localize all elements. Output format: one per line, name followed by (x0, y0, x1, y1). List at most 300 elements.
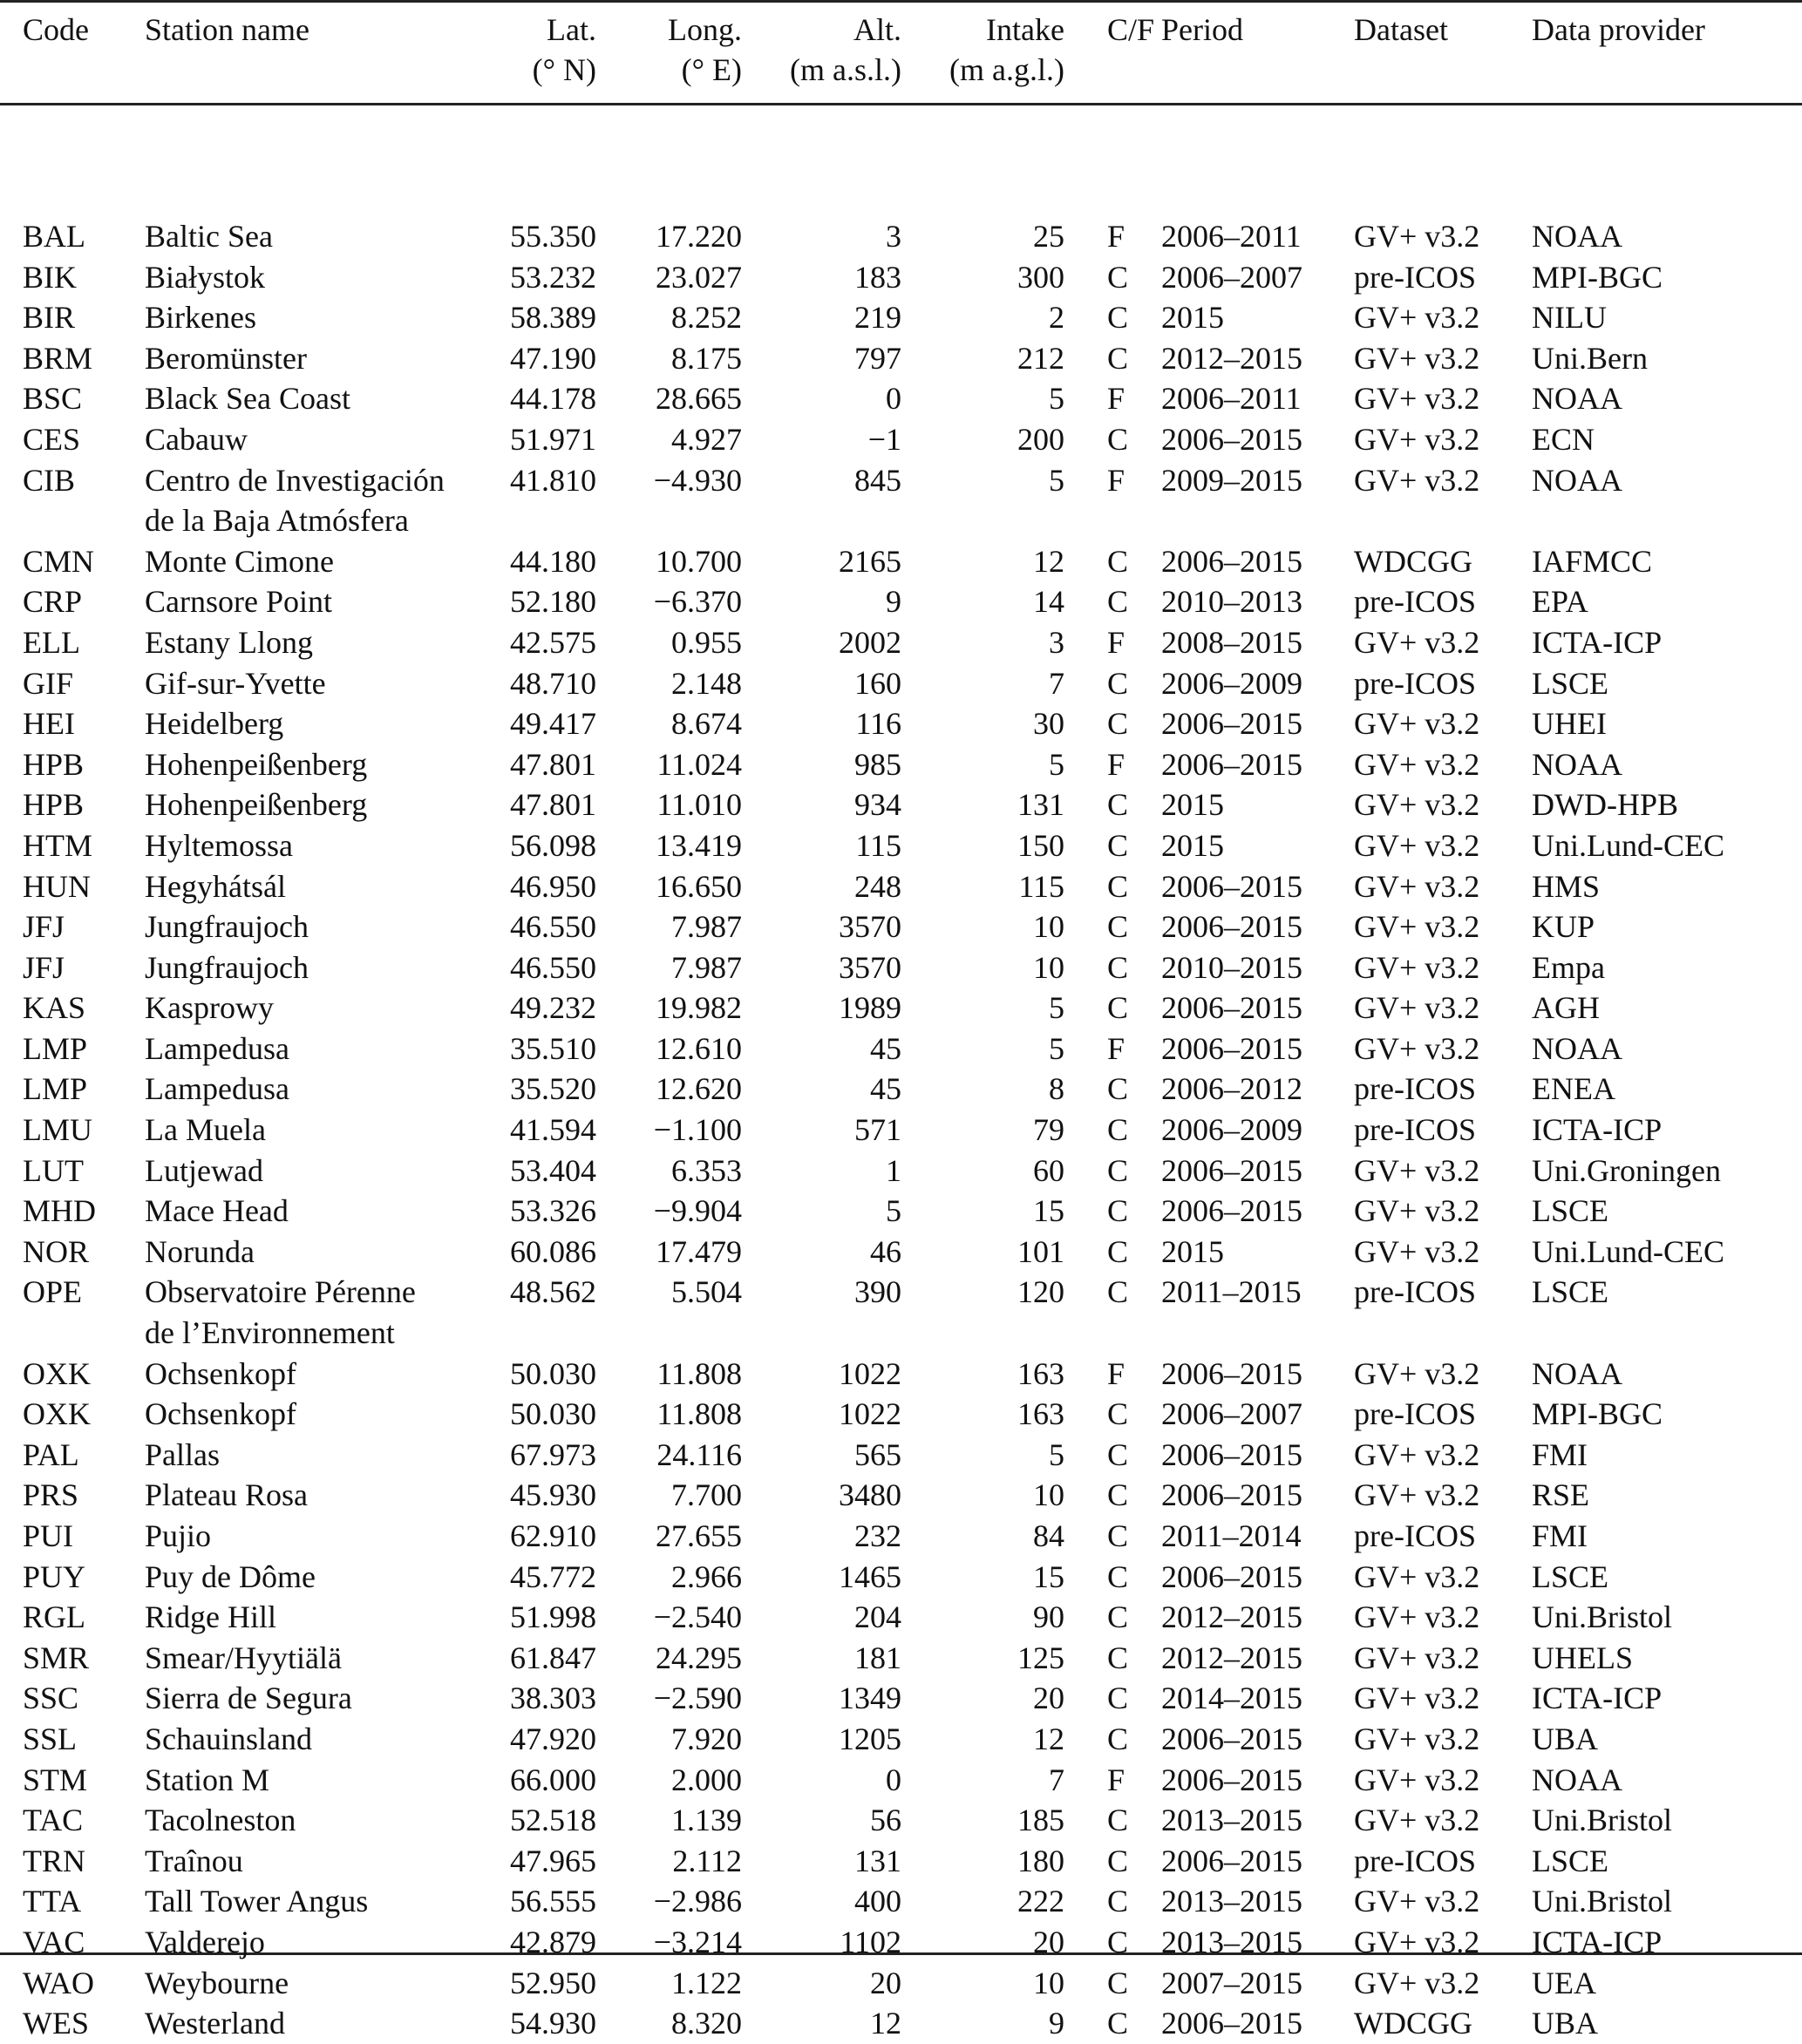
cell-lat: 47.801 (510, 746, 596, 782)
cell-cf: F (1107, 1355, 1125, 1391)
cell-long: 19.982 (656, 990, 742, 1026)
cell-code: LMP (23, 1071, 88, 1107)
table-row (0, 1719, 1802, 1760)
cell-station-name (145, 2003, 452, 2044)
cell-data-provider: FMI (1532, 1518, 1588, 1553)
table-row (0, 663, 1802, 704)
cell-alt: 45 (870, 1030, 901, 1066)
cell-cf: C (1107, 1071, 1129, 1107)
cell-long: 2.112 (672, 1843, 742, 1878)
cell-code: WAO (23, 1965, 94, 2000)
station-name-line1: Ochsenkopf (145, 1396, 296, 1432)
cell-data-provider: LSCE (1532, 1558, 1609, 1594)
cell-data-provider: UBA (1532, 1721, 1599, 1756)
cell-period: 2009–2015 (1161, 462, 1302, 498)
cell-cf: F (1107, 746, 1125, 782)
cell-lat: 46.550 (510, 949, 596, 985)
cell-long: 7.920 (671, 1721, 742, 1756)
cell-period: 2006–2015 (1161, 1721, 1302, 1756)
cell-dataset: GV+ v3.2 (1354, 787, 1480, 823)
cell-lat: 53.404 (510, 1152, 596, 1188)
station-name-line1: Jungfraujoch (145, 949, 309, 985)
cell-lat: 47.801 (510, 787, 596, 823)
cell-data-provider: UEA (1532, 1965, 1596, 2000)
cell-code: MHD (23, 1193, 97, 1229)
station-name-line1: Puy de Dôme (145, 1558, 316, 1594)
cell-code: HUN (23, 868, 91, 904)
cell-station-name (145, 1800, 452, 1841)
station-name-line2: de l’Environnement (145, 1315, 395, 1351)
cell-period: 2006–2015 (1161, 543, 1302, 579)
cell-code: PUI (23, 1518, 74, 1553)
cell-data-provider: ICTA-ICP (1532, 1681, 1663, 1716)
station-name-line1: Observatoire Pérenne (145, 1274, 416, 1310)
station-name-line1: Hyltemossa (145, 827, 293, 863)
cell-intake: 300 (1017, 259, 1064, 295)
cell-dataset: pre-ICOS (1354, 1071, 1476, 1107)
cell-station-name (145, 1719, 452, 1760)
cell-lat: 51.998 (510, 1599, 596, 1635)
cell-alt: 3 (886, 219, 901, 254)
cell-intake: 185 (1017, 1803, 1064, 1838)
cell-long: 8.252 (671, 300, 742, 336)
cell-alt: 232 (854, 1518, 901, 1553)
cell-alt: 46 (870, 1233, 901, 1269)
cell-cf: C (1107, 1599, 1129, 1635)
cell-alt: 1989 (839, 990, 901, 1026)
cell-station-name (145, 103, 452, 257)
cell-alt: 45 (870, 1071, 901, 1107)
table-row (0, 1475, 1802, 1516)
header-long: Long. (668, 12, 742, 47)
cell-data-provider: UHEI (1532, 706, 1607, 742)
cell-lat: 35.510 (510, 1030, 596, 1066)
cell-lat: 55.350 (510, 219, 596, 254)
cell-cf: F (1107, 462, 1125, 498)
cell-lat: 46.550 (510, 909, 596, 945)
cell-code: LMP (23, 1030, 88, 1066)
cell-dataset: GV+ v3.2 (1354, 1477, 1480, 1513)
cell-data-provider: AGH (1532, 990, 1600, 1026)
cell-period: 2012–2015 (1161, 1640, 1302, 1675)
table-row (0, 1638, 1802, 1679)
cell-intake: 222 (1017, 1884, 1064, 1919)
cell-lat: 48.562 (510, 1274, 596, 1310)
cell-dataset: pre-ICOS (1354, 259, 1476, 295)
cell-long: 13.419 (656, 827, 742, 863)
table-row (0, 1597, 1802, 1638)
cell-data-provider: UHELS (1532, 1640, 1633, 1675)
cell-dataset: GV+ v3.2 (1354, 827, 1480, 863)
cell-intake: 84 (1033, 1518, 1064, 1553)
table-row (0, 297, 1802, 338)
cell-long: −2.590 (653, 1681, 742, 1716)
cell-data-provider: NOAA (1532, 1762, 1622, 1797)
cell-dataset: GV+ v3.2 (1354, 1762, 1480, 1797)
station-name-line1: Estany Llong (145, 624, 313, 660)
station-name-line1: Black Sea Coast (145, 381, 350, 417)
cell-station-name (145, 947, 452, 988)
cell-lat: 47.965 (510, 1843, 596, 1878)
station-name-line1: Mace Head (145, 1193, 289, 1229)
cell-long: 1.139 (671, 1803, 742, 1838)
cell-data-provider: NOAA (1532, 746, 1622, 782)
cell-alt: 565 (854, 1436, 901, 1472)
cell-long: 7.987 (671, 909, 742, 945)
cell-lat: 41.594 (510, 1112, 596, 1148)
cell-period: 2011–2015 (1161, 1274, 1302, 1310)
station-name-line1: Kasprowy (145, 990, 274, 1026)
header-long-unit: (° E) (681, 52, 742, 87)
cell-data-provider: EPA (1532, 584, 1588, 620)
cell-cf: C (1107, 340, 1129, 376)
cell-cf: C (1107, 1803, 1129, 1838)
cell-code: ELL (23, 624, 80, 660)
table-row (0, 1191, 1802, 1232)
cell-alt: 20 (870, 1965, 901, 2000)
table-row (0, 1110, 1802, 1151)
cell-code: CIB (23, 462, 76, 498)
cell-station-name (145, 1638, 452, 1679)
cell-cf: C (1107, 868, 1129, 904)
table-row (0, 1678, 1802, 1719)
cell-intake: 212 (1017, 340, 1064, 376)
cell-dataset: pre-ICOS (1354, 1518, 1476, 1553)
cell-intake: 5 (1049, 381, 1064, 417)
cell-long: 28.665 (656, 381, 742, 417)
cell-alt: 116 (855, 706, 901, 742)
cell-cf: C (1107, 543, 1129, 579)
station-name-line1: Ridge Hill (145, 1599, 276, 1635)
cell-period: 2006–2011 (1161, 219, 1302, 254)
table-row (0, 1516, 1802, 1557)
cell-data-provider: Uni.Bristol (1532, 1599, 1673, 1635)
station-name-line1: Tacolneston (145, 1803, 296, 1838)
cell-period: 2006–2009 (1161, 1112, 1302, 1148)
station-name-line1: Pujio (145, 1518, 212, 1553)
cell-alt: 571 (854, 1112, 901, 1148)
station-name-line1: Monte Cimone (145, 543, 334, 579)
cell-period: 2006–2015 (1161, 990, 1302, 1026)
cell-long: −3.214 (653, 1924, 742, 1959)
header-alt-unit: (m a.s.l.) (790, 52, 901, 87)
cell-intake: 8 (1049, 1071, 1064, 1107)
table-row (0, 1881, 1802, 1922)
cell-period: 2006–2009 (1161, 665, 1302, 701)
cell-period: 2006–2015 (1161, 909, 1302, 945)
cell-dataset: GV+ v3.2 (1354, 1924, 1480, 1959)
table-row (0, 1029, 1802, 1070)
cell-long: 8.320 (671, 2006, 742, 2041)
cell-code: BSC (23, 381, 83, 417)
station-name-line1: Lampedusa (145, 1030, 289, 1066)
cell-long: 24.116 (656, 1436, 742, 1472)
cell-alt: 115 (855, 827, 901, 863)
cell-lat: 53.232 (510, 259, 596, 295)
cell-period: 2006–2015 (1161, 746, 1302, 782)
cell-alt: 2165 (839, 543, 901, 579)
cell-period: 2008–2015 (1161, 624, 1302, 660)
cell-lat: 56.555 (510, 1884, 596, 1919)
header-station-name: Station name (145, 12, 309, 47)
cell-period: 2006–2015 (1161, 2006, 1302, 2041)
cell-code: JFJ (23, 949, 65, 985)
cell-dataset: GV+ v3.2 (1354, 219, 1480, 254)
cell-long: 2.966 (671, 1558, 742, 1594)
cell-code: TRN (23, 1843, 85, 1878)
cell-dataset: GV+ v3.2 (1354, 462, 1480, 498)
cell-long: 12.620 (656, 1071, 742, 1107)
cell-data-provider: Uni.Lund-CEC (1532, 827, 1724, 863)
cell-cf: C (1107, 1477, 1129, 1513)
cell-lat: 45.772 (510, 1558, 596, 1594)
cell-period: 2013–2015 (1161, 1803, 1302, 1838)
cell-long: 23.027 (656, 259, 742, 295)
cell-intake: 3 (1049, 624, 1064, 660)
cell-dataset: GV+ v3.2 (1354, 909, 1480, 945)
cell-period: 2014–2015 (1161, 1681, 1302, 1716)
cell-cf: F (1107, 1762, 1125, 1797)
cell-code: JFJ (23, 909, 65, 945)
cell-period: 2006–2015 (1161, 868, 1302, 904)
table-row (0, 1232, 1802, 1273)
table-row (0, 1069, 1802, 1110)
cell-dataset: pre-ICOS (1354, 1396, 1476, 1432)
cell-lat: 44.178 (510, 381, 596, 417)
cell-data-provider: NILU (1532, 300, 1607, 336)
cell-long: 16.650 (656, 868, 742, 904)
cell-data-provider: ICTA-ICP (1532, 1112, 1663, 1148)
cell-code: TAC (23, 1803, 84, 1838)
table-row (0, 622, 1802, 663)
table-row (0, 1151, 1802, 1192)
cell-lat: 38.303 (510, 1681, 596, 1716)
cell-intake: 2 (1049, 300, 1064, 336)
cell-station-name (145, 1881, 452, 1922)
cell-dataset: GV+ v3.2 (1354, 1721, 1480, 1756)
cell-long: 10.700 (656, 543, 742, 579)
cell-long: 0.955 (671, 624, 742, 660)
station-name-line1: Westerland (145, 2006, 286, 2041)
cell-cf: C (1107, 665, 1129, 701)
cell-intake: 15 (1033, 1193, 1064, 1229)
cell-cf: C (1107, 1884, 1129, 1919)
station-name-line1: Traînou (145, 1843, 243, 1878)
cell-station-name (145, 1435, 452, 1476)
cell-cf: C (1107, 1924, 1129, 1959)
cell-period: 2006–2015 (1161, 1152, 1302, 1188)
cell-intake: 10 (1033, 949, 1064, 985)
cell-data-provider: Empa (1532, 949, 1605, 985)
cell-station-name (145, 378, 452, 419)
station-name-line1: Sierra de Segura (145, 1681, 352, 1716)
cell-station-name (145, 1963, 452, 2004)
cell-period: 2006–2015 (1161, 1558, 1302, 1594)
cell-dataset: pre-ICOS (1354, 1274, 1476, 1310)
cell-code: LMU (23, 1112, 92, 1148)
cell-cf: C (1107, 1396, 1129, 1432)
cell-long: 17.220 (656, 219, 742, 254)
cell-code: TTA (23, 1884, 82, 1919)
cell-station-name (145, 581, 452, 622)
cell-long: 12.610 (656, 1030, 742, 1066)
cell-station-name (145, 622, 452, 663)
cell-cf: C (1107, 1558, 1129, 1594)
cell-lat: 61.847 (510, 1640, 596, 1675)
station-name-line1: Schauinsland (145, 1721, 312, 1756)
cell-intake: 7 (1049, 665, 1064, 701)
cell-period: 2011–2014 (1161, 1518, 1302, 1553)
cell-cf: C (1107, 421, 1129, 457)
cell-data-provider: NOAA (1532, 381, 1622, 417)
cell-dataset: GV+ v3.2 (1354, 1965, 1480, 2000)
table-row (0, 257, 1802, 298)
cell-data-provider: Uni.Bristol (1532, 1884, 1673, 1919)
cell-station-name (145, 866, 452, 907)
cell-intake: 163 (1017, 1396, 1064, 1432)
cell-station-name (145, 1760, 452, 1801)
cell-cf: C (1107, 300, 1129, 336)
table-row (0, 460, 1802, 541)
station-name-line1: Hohenpeißenberg (145, 746, 368, 782)
table-row (0, 784, 1802, 825)
cell-period: 2006–2007 (1161, 1396, 1302, 1432)
cell-data-provider: ENEA (1532, 1071, 1615, 1107)
cell-intake: 5 (1049, 990, 1064, 1026)
cell-long: 27.655 (656, 1518, 742, 1553)
cell-period: 2015 (1161, 787, 1224, 823)
cell-data-provider: ECN (1532, 421, 1595, 457)
cell-alt: 131 (854, 1843, 901, 1878)
cell-intake: 12 (1033, 543, 1064, 579)
cell-long: 6.353 (671, 1152, 742, 1188)
cell-period: 2012–2015 (1161, 340, 1302, 376)
cell-alt: 219 (854, 300, 901, 336)
table-row (0, 1272, 1802, 1353)
cell-data-provider: Uni.Bern (1532, 340, 1648, 376)
table-row (0, 703, 1802, 744)
cell-alt: 160 (854, 665, 901, 701)
cell-period: 2015 (1161, 1233, 1224, 1269)
cell-intake: 60 (1033, 1152, 1064, 1188)
cell-station-name (145, 1475, 452, 1516)
cell-lat: 66.000 (510, 1762, 596, 1797)
cell-long: 8.175 (671, 340, 742, 376)
cell-station-name (145, 1516, 452, 1557)
station-name-line1: Hohenpeißenberg (145, 787, 368, 823)
cell-long: −2.986 (653, 1884, 742, 1919)
station-name-line1: Lampedusa (145, 1071, 289, 1107)
cell-dataset: GV+ v3.2 (1354, 1436, 1480, 1472)
cell-cf: C (1107, 990, 1129, 1026)
cell-data-provider: RSE (1532, 1477, 1590, 1513)
station-name-line1: Birkenes (145, 300, 256, 336)
cell-alt: 5 (886, 1193, 901, 1229)
station-name-line1: Station M (145, 1762, 270, 1797)
cell-data-provider: NOAA (1532, 1030, 1622, 1066)
cell-intake: 10 (1033, 909, 1064, 945)
cell-alt: 3570 (839, 909, 901, 945)
cell-intake: 7 (1049, 1762, 1064, 1797)
cell-lat: 54.930 (510, 2006, 596, 2041)
cell-lat: 50.030 (510, 1396, 596, 1432)
cell-code: HPB (23, 787, 85, 823)
cell-intake: 180 (1017, 1843, 1064, 1878)
cell-code: PUY (23, 1558, 86, 1594)
cell-intake: 150 (1017, 827, 1064, 863)
cell-long: 11.024 (656, 746, 742, 782)
station-name-line1: Norunda (145, 1233, 255, 1269)
station-name-line1: Centro de Investigación (145, 462, 445, 498)
cell-lat: 42.879 (510, 1924, 596, 1959)
cell-long: −4.930 (653, 462, 742, 498)
cell-alt: 845 (854, 462, 901, 498)
cell-period: 2006–2015 (1161, 1762, 1302, 1797)
cell-data-provider: FMI (1532, 1436, 1588, 1472)
table-row (0, 866, 1802, 907)
cell-data-provider: Uni.Lund-CEC (1532, 1233, 1724, 1269)
cell-cf: C (1107, 909, 1129, 945)
header-dataset: Dataset (1354, 12, 1448, 47)
cell-alt: 1102 (840, 1924, 901, 1959)
cell-long: 1.122 (671, 1965, 742, 2000)
cell-cf: C (1107, 1233, 1129, 1269)
cell-station-name (145, 1678, 452, 1719)
cell-code: SSC (23, 1681, 79, 1716)
table-body (0, 103, 1802, 2044)
header-alt: Alt. (853, 12, 901, 47)
cell-period: 2015 (1161, 300, 1224, 336)
cell-data-provider: ICTA-ICP (1532, 1924, 1663, 1959)
cell-dataset: GV+ v3.2 (1354, 1355, 1480, 1391)
cell-alt: 1022 (839, 1355, 901, 1391)
table-row (0, 907, 1802, 947)
cell-data-provider: LSCE (1532, 1193, 1609, 1229)
cell-dataset: GV+ v3.2 (1354, 340, 1480, 376)
cell-intake: 115 (1018, 868, 1064, 904)
cell-station-name (145, 744, 452, 785)
cell-code: BRM (23, 340, 93, 376)
cell-cf: C (1107, 827, 1129, 863)
table-row (0, 1800, 1802, 1841)
cell-lat: 49.232 (510, 990, 596, 1026)
cell-station-name (145, 1394, 452, 1435)
cell-period: 2006–2012 (1161, 1071, 1302, 1107)
cell-code: NOR (23, 1233, 90, 1269)
cell-code: CMN (23, 543, 95, 579)
cell-station-name (145, 703, 452, 744)
cell-lat: 51.971 (510, 421, 596, 457)
cell-cf: C (1107, 1112, 1129, 1148)
cell-cf: C (1107, 1518, 1129, 1553)
cell-cf: C (1107, 259, 1129, 295)
cell-code: CES (23, 421, 81, 457)
cell-code: WES (23, 2006, 89, 2041)
station-name-line1: Smear/Hyytiälä (145, 1640, 342, 1675)
cell-code: VAC (23, 1924, 85, 1959)
cell-lat: 62.910 (510, 1518, 596, 1553)
cell-code: BIK (23, 259, 77, 295)
cell-station-name (145, 1029, 452, 1070)
cell-alt: 204 (854, 1599, 901, 1635)
cell-period: 2015 (1161, 827, 1224, 863)
cell-long: 8.674 (671, 706, 742, 742)
station-name-line1: Baltic Sea (145, 219, 273, 254)
station-name-line1: Pallas (145, 1436, 220, 1472)
table-row (0, 988, 1802, 1029)
cell-code: CRP (23, 584, 83, 620)
station-name-line1: La Muela (145, 1112, 266, 1148)
